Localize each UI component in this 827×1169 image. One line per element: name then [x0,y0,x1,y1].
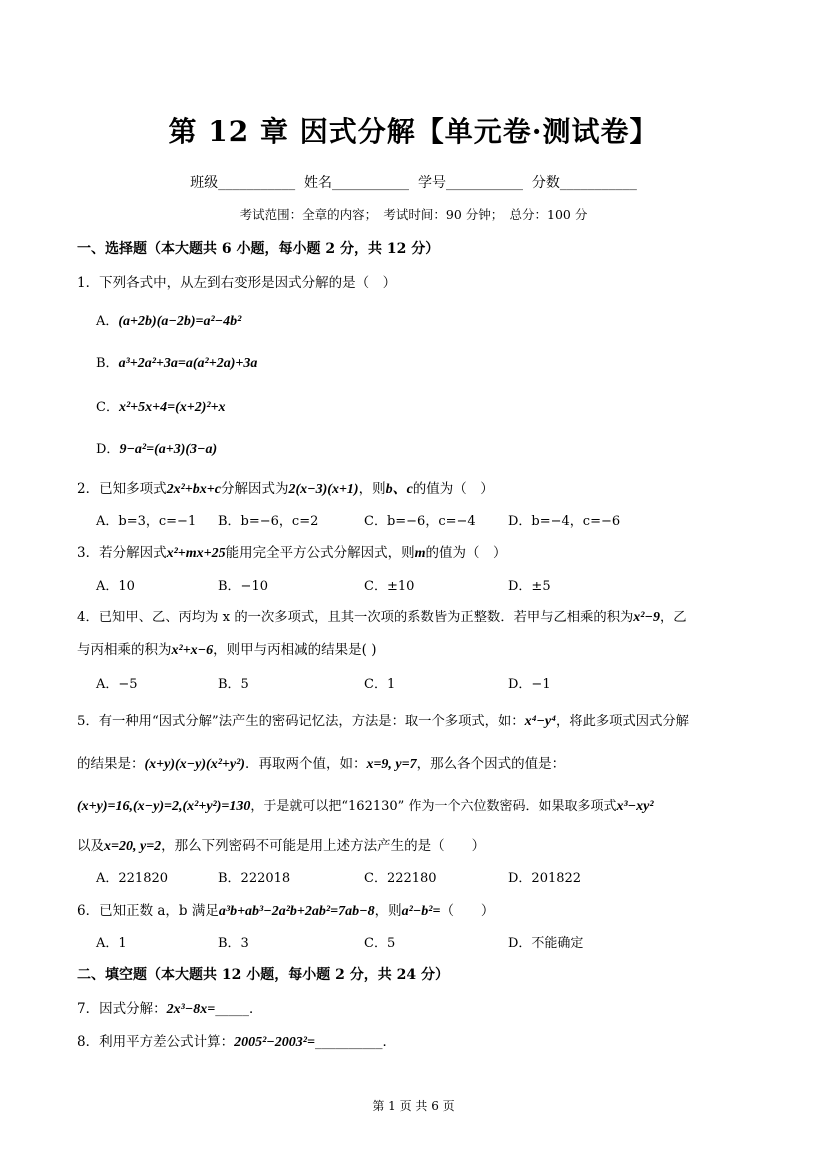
option-label: B． [96,356,119,371]
question-5-option-d[interactable]: D．201822 [508,871,582,886]
question-1-option-d[interactable] [96,438,217,458]
stem-expr: x=9, y=7 [366,757,417,772]
question-5-option-b[interactable]: B．222018 [218,871,291,886]
stem-text: ，那么各个因式的值是： [416,756,566,772]
question-7 [77,997,263,1018]
stem-text: 7．因式分解： [77,1001,167,1017]
stem-text: ，将此多项式因式分解 [556,714,689,729]
stem-text: 的值为（ ） [412,481,494,497]
question-1-option-a[interactable] [96,310,241,330]
question-4-option-b[interactable]: B．5 [218,677,249,692]
stem-text: 分解因式为 [220,481,289,497]
stem-expr: 2(x−3)(x+1) [288,482,359,497]
question-4-option-a[interactable]: A．−5 [96,677,138,692]
stem-expr: b、c [385,482,413,497]
stem-expr: x²+x−6 [171,643,214,658]
stem-text: 的结果是： [77,756,145,772]
stem-expr: 2005²−2003²= [234,1035,315,1050]
class-label: 班级 [190,175,219,191]
option-label: C． [96,400,119,415]
stem-expr: 2x²+bx+c [166,482,221,497]
question-4-option-c[interactable]: C．1 [364,677,396,692]
option-expr: 9−a²=(a+3)(3−a) [119,442,218,457]
stem-expr: x²+mx+25 [166,546,226,561]
stem-expr: 2x³−8x= [166,1002,216,1017]
question-5-stem-line-2 [77,752,565,773]
question-3-option-b[interactable]: B．−10 [218,579,268,594]
stem-text: 的值为（ ） [425,545,507,561]
option-expr: x²+5x+4=(x+2)²+x [118,400,226,415]
question-1-option-b[interactable] [96,352,257,372]
question-4-stem-line-1 [77,606,687,626]
question-1-stem: 1．下列各式中，从左到右变形是因式分解的是（ ） [77,275,397,291]
stem-text: ，则 [374,903,402,919]
stem-expr: a²−b²= [401,904,441,919]
stem-expr: (x+y)=16,(x−y)=2,(x²+y²)=130 [77,799,251,814]
question-5-option-a[interactable]: A．221820 [96,871,169,886]
stem-text: 4．已知甲、乙、丙均为 x 的一次多项式，且其一次项的系数皆为正整数．若甲与乙相乘的积为 [77,610,634,625]
question-3-option-c[interactable]: C．±10 [364,579,415,594]
student-info-line [0,172,827,192]
option-label: D． [96,442,120,457]
question-5-stem-line-3 [77,795,654,815]
section-1-heading: 一、选择题（本大题共 6 小题，每小题 2 分，共 12 分） [77,241,440,257]
stem-text: 6．已知正数 a，b 满足 [77,903,219,919]
stem-text: ，则甲与丙相减的结果是( ) [213,642,377,658]
question-3-option-a[interactable]: A．10 [96,579,135,594]
question-2-option-a[interactable]: A．b=3，c=−1 [96,514,197,529]
question-2-stem [77,477,494,498]
stem-text: ，则 [358,481,386,497]
stem-text: 5．有一种用“因式分解”法产生的密码记忆法，方法是：取一个多项式，如： [77,714,525,729]
question-1-option-c[interactable] [96,396,226,416]
score-label: 分数 [531,175,560,191]
stem-text: 以及 [77,838,104,854]
page-title: 第 12 章 因式分解【单元卷·测试卷】 [168,115,659,148]
stem-text: ．再取两个值，如： [244,756,367,772]
stem-text: 3．若分解因式 [77,545,167,561]
stem-text: （ ） [440,903,495,919]
student-id-label: 学号 [417,175,446,191]
stem-expr: x³−xy² [616,799,654,814]
stem-text: 能用完全平方公式分解因式，则 [225,545,415,561]
stem-text: ，乙 [659,610,687,625]
question-6-option-d[interactable]: D．不能确定 [508,936,584,951]
question-3-option-d[interactable]: D．±5 [508,579,551,594]
question-5-option-c[interactable]: C．222180 [364,871,437,886]
answer-blank[interactable]: _____． [215,1001,263,1017]
option-expr: a³+2a²+3a=a(a²+2a)+3a [118,356,258,371]
student-id-blank[interactable]: ___________ [445,175,523,191]
stem-text: 2．已知多项式 [77,481,167,497]
question-3-stem [77,541,507,562]
section-2-heading: 二、填空题（本大题共 12 小题，每小题 2 分，共 24 分） [77,967,449,983]
stem-expr: (x+y)(x−y)(x²+y²) [144,757,245,772]
stem-expr: x²−9 [633,610,660,625]
stem-expr: a³b+ab³−2a²b+2ab²=7ab−8 [218,904,375,919]
question-5-stem-line-4 [77,834,485,855]
question-6-stem [77,899,494,920]
question-6-option-a[interactable]: A．1 [96,936,127,951]
stem-text: 与丙相乘的积为 [77,642,172,658]
stem-text: ，那么下列密码不可能是用上述方法产生的是（ ） [161,838,486,854]
page-footer: 第 1 页 共 6 页 [372,1099,455,1113]
score-blank[interactable]: ___________ [559,175,637,191]
question-6-option-b[interactable]: B．3 [218,936,249,951]
stem-expr: x=20, y=2 [104,839,162,854]
option-label: A． [96,314,119,329]
question-8 [77,1030,396,1051]
stem-expr: x⁴−y⁴ [524,714,556,729]
question-4-option-d[interactable]: D．−1 [508,677,551,692]
question-2-option-b[interactable]: B．b=−6，c=2 [218,514,319,529]
stem-text: 8．利用平方差公式计算： [77,1034,235,1050]
question-4-stem-line-2 [77,638,377,659]
class-blank[interactable]: ___________ [218,175,296,191]
question-2-option-c[interactable]: C．b=−6，c=−4 [364,514,476,529]
name-label: 姓名 [304,175,333,191]
answer-blank[interactable]: __________． [314,1034,396,1050]
question-5-stem-line-1 [77,710,689,730]
stem-text: ，于是就可以把“162130” 作为一个六位数密码．如果取多项式 [250,799,617,814]
exam-scope: 考试范围：全章的内容； 考试时间：90 分钟； 总分：100 分 [239,207,588,222]
stem-expr: m [414,546,426,561]
name-blank[interactable]: ___________ [332,175,410,191]
question-6-option-c[interactable]: C．5 [364,936,396,951]
question-2-option-d[interactable]: D．b=−4，c=−6 [508,514,621,529]
option-expr: (a+2b)(a−2b)=a²−4b² [118,314,242,329]
